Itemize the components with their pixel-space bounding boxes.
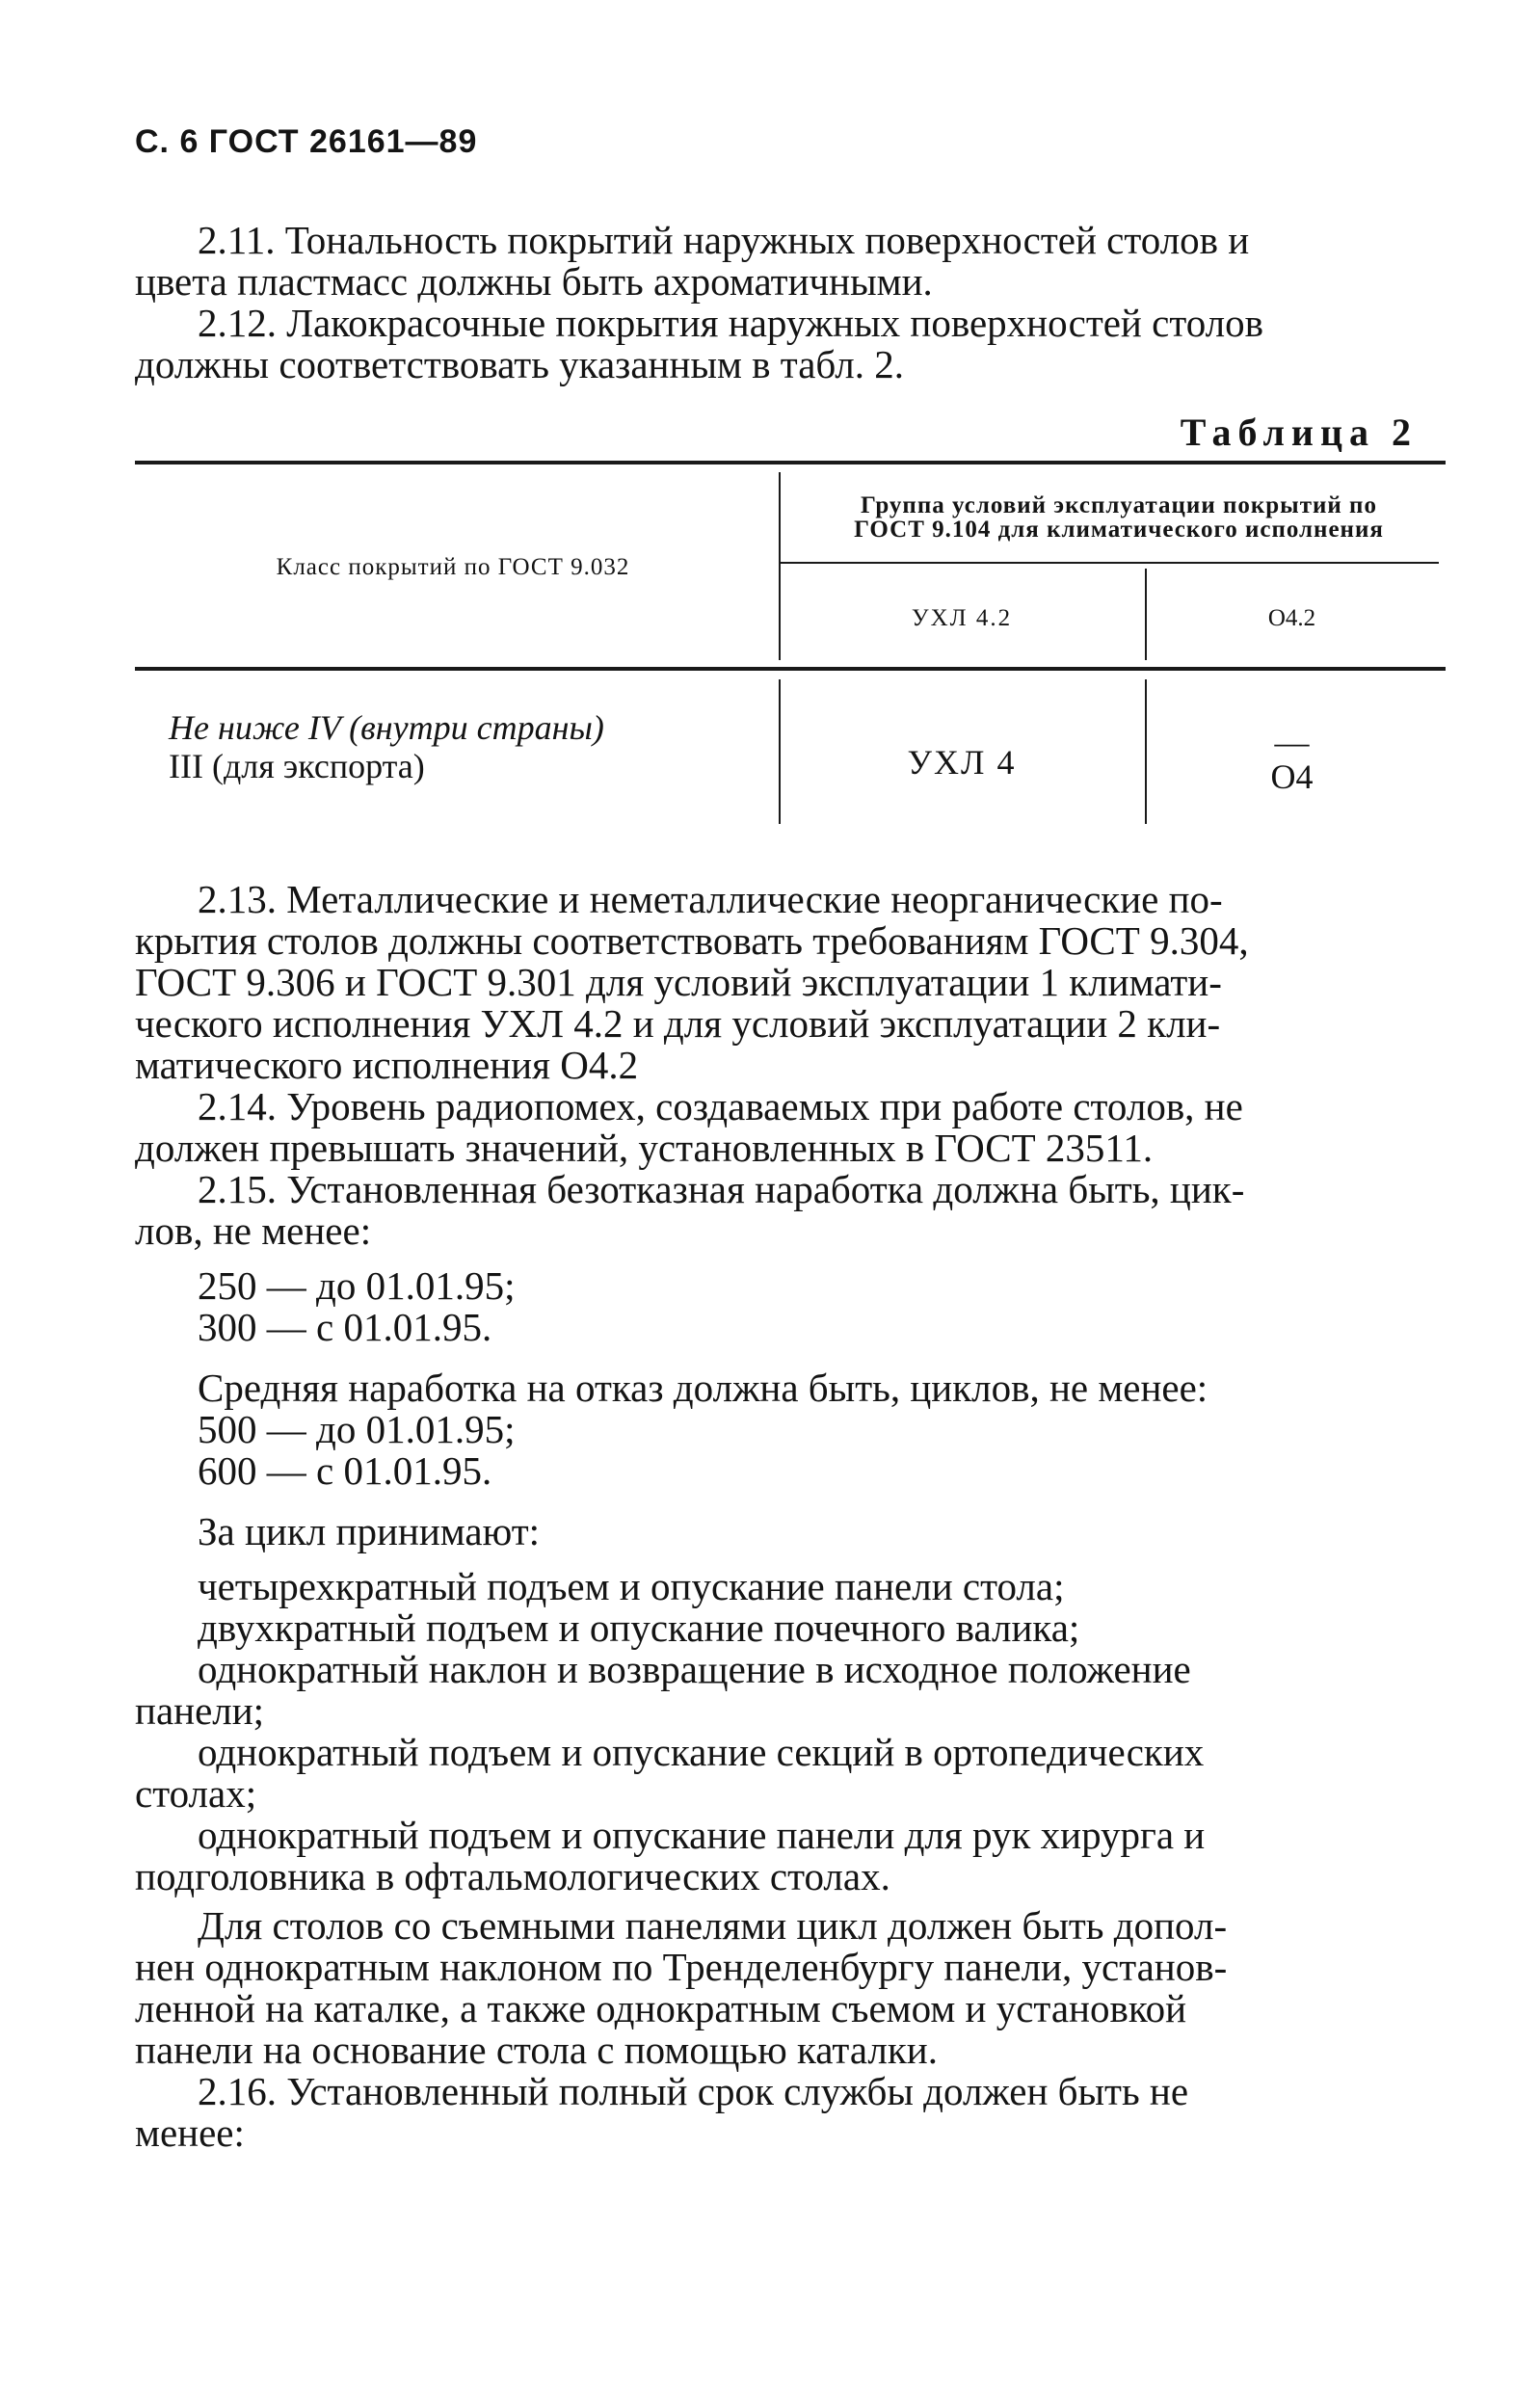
p2-14-line2: должен превышать значений, установленных в ГОСТ 23511. xyxy=(135,1126,1154,1170)
paragraph-2-11-12 xyxy=(135,220,1446,385)
list2-item1: 500 — до 01.01.95; xyxy=(198,1407,516,1451)
mean-intro: Средняя наработка на отказ должна быть, циклов, не менее: xyxy=(198,1366,1208,1410)
p2-16-line2: менее: xyxy=(135,2110,245,2155)
table-caption: Таблица 2 xyxy=(1180,411,1418,454)
sub-col-o42: О4.2 xyxy=(1267,605,1316,631)
cycle-item4-cont: столах; xyxy=(135,1771,257,1816)
removable-line3: ленной на каталке, а также однократным съемом и установкой xyxy=(135,1986,1187,2030)
cycle-item1: четырехкратный подъем и опускание панели стола; xyxy=(198,1564,1065,1608)
p2-13-line5: матического исполнения О4.2 xyxy=(135,1043,639,1087)
p2-12-line2: должны соответствовать указанным в табл. 2. xyxy=(135,342,904,386)
row-val-o4 xyxy=(1145,725,1439,794)
list1-item1: 250 — до 01.01.95; xyxy=(198,1263,516,1308)
cycle-item3: однократный наклон и возвращение в исходное положение xyxy=(198,1647,1191,1691)
paragraphs-bottom xyxy=(135,879,1446,2154)
p2-16-line1: 2.16. Установленный полный срок службы должен быть не xyxy=(198,2069,1189,2113)
table-header-rule xyxy=(135,667,1446,671)
row-class xyxy=(169,708,604,785)
cycle-item5: однократный подъем и опускание панели для рук хирурга и xyxy=(198,1813,1206,1857)
row-val-o4-text: О4 xyxy=(1270,757,1314,796)
page-header: С. 6 ГОСТ 26161—89 xyxy=(135,123,478,160)
cycle-intro: За цикл принимают: xyxy=(198,1509,541,1553)
cycle-item2: двухкратный подъем и опускание почечного валика; xyxy=(198,1605,1080,1650)
col-class-header: Класс покрытий по ГОСТ 9.032 xyxy=(276,554,630,580)
p2-11-line2: цвета пластмасс должны быть ахроматичными. xyxy=(135,259,933,304)
p2-13-line1: 2.13. Металлические и неметаллические неорганические по- xyxy=(198,877,1223,921)
removable-line4: панели на основание стола с помощью каталки. xyxy=(135,2028,938,2072)
p2-11-line1: 2.11. Тональность покрытий наружных поверхностей столов и xyxy=(198,218,1250,262)
p2-12-line1: 2.12. Лакокрасочные покрытия наружных поверхностей столов xyxy=(198,301,1263,345)
list1-item2: 300 — с 01.01.95. xyxy=(198,1305,492,1349)
p2-15-line2: лов, не менее: xyxy=(135,1208,372,1253)
sub-col-uhl42: УХЛ 4.2 xyxy=(911,605,1013,631)
cycle-item3-cont: панели; xyxy=(135,1688,265,1733)
removable-line2: нен однократным наклоном по Тренделенбургу панели, установ- xyxy=(135,1945,1228,1989)
col-group-header xyxy=(806,493,1432,542)
row-class-line2: III (для экспорта) xyxy=(169,747,425,785)
p2-13-line2: крытия столов должны соответствовать требованиям ГОСТ 9.304, xyxy=(135,918,1249,963)
table-header-split xyxy=(779,562,1439,564)
col-group-header-line1: Группа условий эксплуатации покрытий по xyxy=(861,492,1377,518)
p2-15-line1: 2.15. Установленная безотказная наработка должна быть, цик- xyxy=(198,1167,1245,1211)
cycle-item4: однократный подъем и опускание секций в ортопедических xyxy=(198,1730,1205,1774)
p2-13-line4: ческого исполнения УХЛ 4.2 и для условий эксплуатации 2 кли- xyxy=(135,1001,1221,1046)
row-class-line1: Не ниже IV (внутри страны) xyxy=(169,708,604,747)
table-top-rule xyxy=(135,461,1446,464)
p2-14-line1: 2.14. Уровень радиопомех, создаваемых при работе столов, не xyxy=(198,1084,1243,1128)
p2-13-line3: ГОСТ 9.306 и ГОСТ 9.301 для условий эксплуатации 1 климати- xyxy=(135,960,1222,1004)
row-val-uhl4: УХЛ 4 xyxy=(907,743,1017,782)
removable-line1: Для столов со съемными панелями цикл должен быть допол- xyxy=(198,1903,1228,1948)
col-group-header-line2: ГОСТ 9.104 для климатического исполнения xyxy=(854,517,1384,543)
cycle-item5-cont: подголовника в офтальмологических столах. xyxy=(135,1854,890,1898)
list2-item2: 600 — с 01.01.95. xyxy=(198,1448,492,1493)
row-val-o4-dash: — xyxy=(1274,723,1310,761)
